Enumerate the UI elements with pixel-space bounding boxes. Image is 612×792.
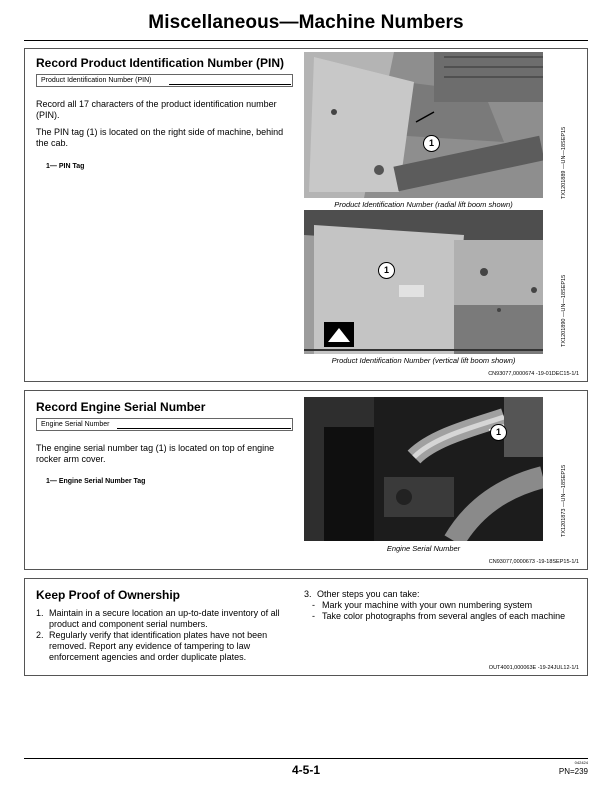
engine-section <box>24 390 588 570</box>
ownership-list-left <box>36 608 291 663</box>
pn-label: PN=239 <box>558 767 588 776</box>
pin-photo1-code: TX1201889 —UN—18SEP15 <box>561 126 567 199</box>
footer-rule <box>24 758 588 759</box>
pin-photo-vertical <box>304 210 543 354</box>
pin-photo2-caption: Product Identification Number (vertical lift boom shown) <box>331 356 516 365</box>
engine-illustration <box>304 397 543 541</box>
pin-para-1: Record all 17 characters of the product identification number (PIN). <box>36 99 277 120</box>
engine-field-line <box>117 428 291 429</box>
ownership-list-right <box>304 589 572 622</box>
ownership-section <box>24 578 588 676</box>
engine-photo-caption: Engine Serial Number <box>386 544 461 553</box>
pin-field-label: Product Identification Number (PIN) <box>41 77 152 84</box>
pin-callout: 1— PIN Tag <box>46 163 85 170</box>
pin-field-box[interactable] <box>36 74 293 87</box>
page-number: 4-5-1 <box>291 763 320 777</box>
pin-para-2: The PIN tag (1) is located on the right side of machine, behind the cab. <box>36 127 284 148</box>
list-item: 3. Other steps you can take: <box>304 589 420 599</box>
page-title: Miscellaneous—Machine Numbers <box>148 12 464 33</box>
engine-heading: Record Engine Serial Number <box>36 400 206 414</box>
sub-list-item: - Mark your machine with your own numbering system <box>312 600 533 610</box>
machine-illustration <box>304 210 543 354</box>
pin-field-line <box>169 84 291 85</box>
pin-marker-1: 1 <box>423 135 440 152</box>
title-rule <box>24 40 588 41</box>
ownership-heading: Keep Proof of Ownership <box>36 588 181 602</box>
pin-marker-2: 1 <box>378 262 395 279</box>
small-code: 042424 <box>574 760 588 765</box>
pin-section <box>24 48 588 382</box>
engine-marker-1: 1 <box>490 424 507 441</box>
engine-photo <box>304 397 543 541</box>
engine-ref: CN93077,0000673 -19-18SEP15-1/1 <box>488 559 579 565</box>
sub-list-item: - Take color photographs from several angles of each machine <box>312 611 566 621</box>
engine-callout: 1— Engine Serial Number Tag <box>46 478 146 485</box>
list-item: 1. Maintain in a secure location an up-to-date inventory of all product and component serial numbers. <box>36 608 280 629</box>
engine-photo-code: TX1201873 —UN—18SEP15 <box>561 464 567 537</box>
list-item: 2. Regularly verify that identification plates have not been removed. Report any evidence of tampering to law enforcement agencies and order duplicate plates. <box>36 630 268 662</box>
pin-ref: CN93077,0000674 -19-01DEC15-1/1 <box>488 371 579 377</box>
machine-illustration <box>304 52 543 198</box>
engine-para: The engine serial number tag (1) is located on top of engine rocker arm cover. <box>36 443 275 464</box>
pin-heading: Record Product Identification Number (PIN) <box>36 56 285 70</box>
pin-photo2-code: TX1201890 —UN—18SEP15 <box>561 274 567 347</box>
engine-field-label: Engine Serial Number <box>41 421 110 428</box>
pin-photo-radial <box>304 52 543 198</box>
engine-field-box[interactable] <box>36 418 293 431</box>
ownership-ref: OUT4001,000063E -19-24JUL12-1/1 <box>488 665 579 671</box>
pin-photo1-caption: Product Identification Number (radial lift boom shown) <box>334 200 513 209</box>
